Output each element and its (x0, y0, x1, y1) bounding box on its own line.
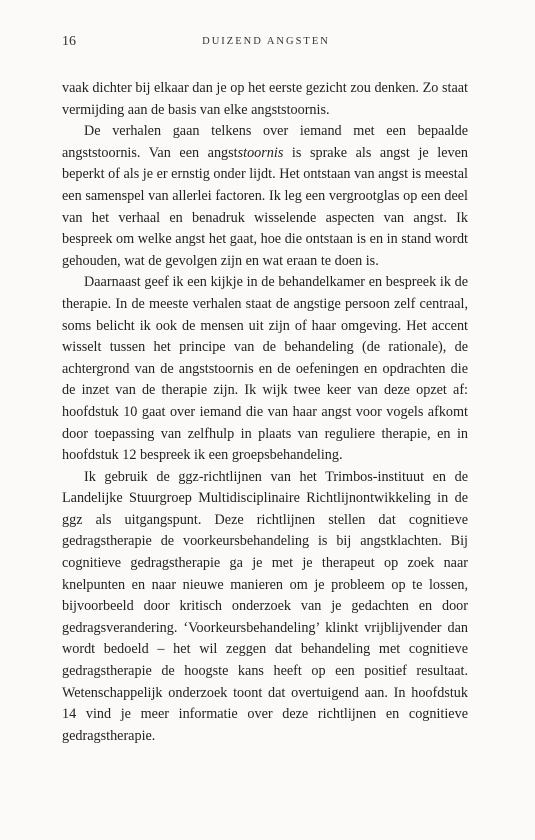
paragraph-text: vaak dichter bij elkaar dan je op het eerste gezicht zou denken. Zo staat vermijding aan de basis van elke angststoornis. (62, 80, 468, 118)
paragraph (62, 272, 468, 466)
emphasis-text: stoornis (237, 144, 284, 161)
paragraph (62, 78, 468, 121)
page-header (62, 34, 470, 54)
paragraph-text: Daarnaast geef ik een kijkje in de behandelkamer en bespreek ik de therapie. In de meeste verhalen staat de angstige persoon zelf centraal, soms belicht ik ook de mensen uit zijn of haar omgeving. Het accent wisselt tussen het principe van de behandeling (de rationale), de achtergrond van de angststoornis en de oefeningen en opdrachten die de inzet van de therapie zijn. Ik wijk twee keer van deze opzet af: hoofdstuk 10 gaat over iemand die van haar angst voor vogels afkomt door toepassing van zelfhulp in plaats van reguliere therapie, en in hoofdstuk 12 bespreek ik een groepsbehandeling. (62, 274, 468, 464)
paragraph-text: De verhalen gaan telkens over iemand met een bepaalde angststoornis. Van een angst (62, 123, 468, 161)
paragraph-text: is sprake als angst je leven beperkt of als je er ernstig onder lijdt. Het ontstaan van angst is meestal een samenspel van allerlei factoren. Ik leg een vergrootglas op een deel van het verhaal en benadruk wisselende aspecten van angst. Ik bespreek om welke angst het gaat, hoe die ontstaan is en in stand wordt gehouden, wat de gevolgen zijn en wat eraan te doen is. (62, 144, 468, 269)
running-title: DUIZEND ANGSTEN (202, 36, 330, 47)
body-text (62, 78, 468, 747)
paragraph-text: Ik gebruik de ggz-richtlijnen van het Trimbos-instituut en de Landelijke Stuurgroep Multidisciplinaire Richtlijnontwikkeling in de ggz als uitgangspunt. Deze richtlijnen stellen dat cognitieve gedragstherapie de voorkeursbehandeling is bij angstklachten. Bij cognitieve gedragstherapie ga je met je therapeut op zoek naar knelpunten en naar nieuwe manieren om je probleem op te lossen, bijvoorbeeld door kritisch onderzoek van je gedachten en door gedragsverandering. ‘Voorkeursbehandeling’ klinkt vrijblijvender dan wordt bedoeld – het wil zeggen dat behandeling met cognitieve gedragstherapie de hoogste kans heeft op een positief resultaat. Wetenschappelijk onderzoek toont dat overtuigend aan. In hoofdstuk 14 vind je meer informatie over deze richtlijnen en cognitieve gedragstherapie. (62, 468, 468, 744)
paragraph (62, 121, 468, 272)
paragraph (62, 467, 468, 748)
page-number: 16 (62, 34, 76, 49)
